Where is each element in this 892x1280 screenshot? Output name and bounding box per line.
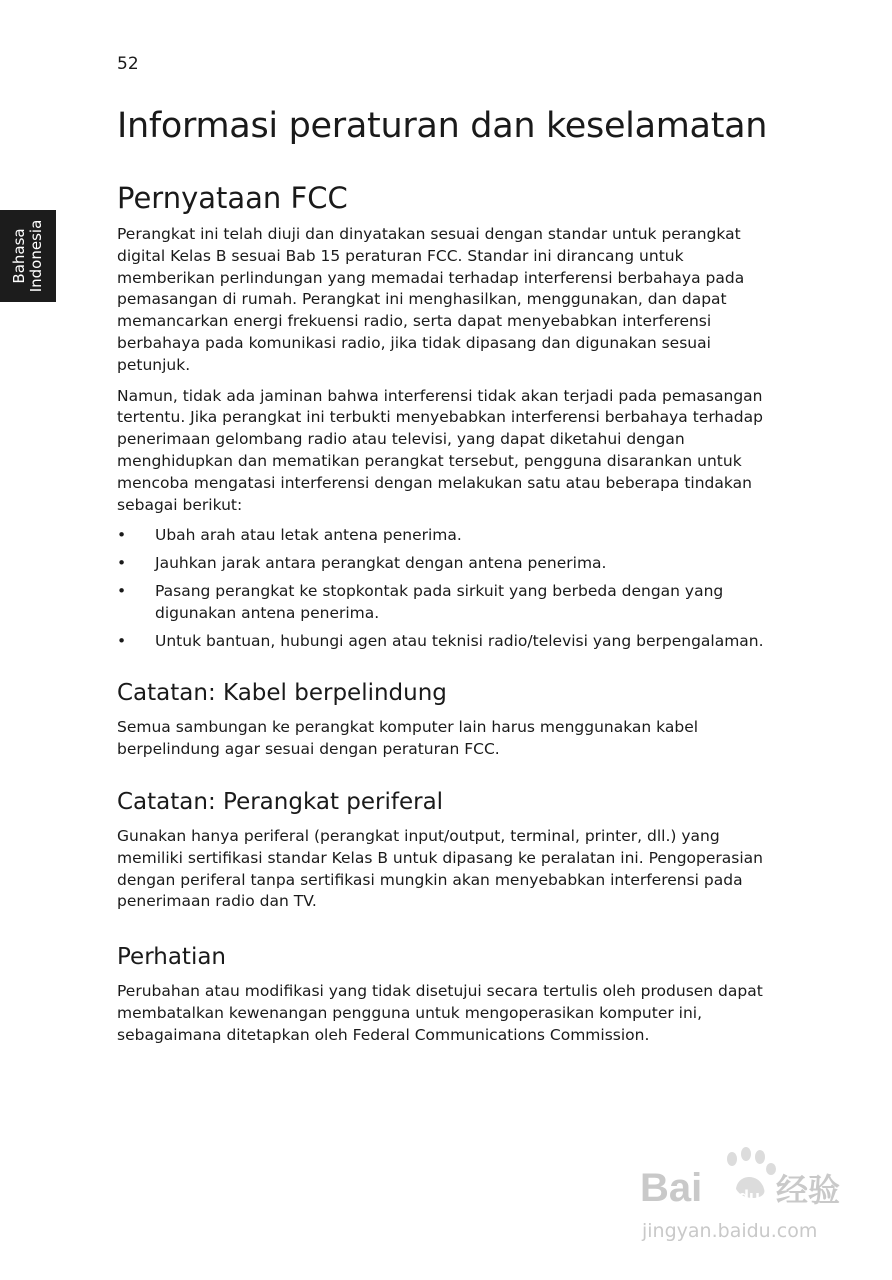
fcc-paragraph-1: Perangkat ini telah diuji dan dinyatakan sesuai dengan standar untuk perangkat digital Kelas B sesuai Bab 15 peraturan FCC. Standar ini dirancang untuk memberikan perlindungan yang memadai terhadap interferensi berbahaya pada pemasangan di rumah. Perangkat ini menghasilkan, menggunakan, dan dapat memancarkan energi frekuensi radio, serta dapat menyebabkan interferensi berbahaya pada komunikasi radio, jika tidak dipasang dan digunakan sesuai petunjuk.: [117, 225, 745, 374]
fcc-paragraph-2: Namun, tidak ada jaminan bahwa interferensi tidak akan terjadi pada pemasangan tertentu. Jika perangkat ini terbukti menyebabkan interferensi berbahaya terhadap penerimaan gelombang radio atau televisi, yang dapat diketahui dengan menghidupkan dan mematikan perangkat tersebut, pengguna disarankan untuk mencoba mengatasi interferensi dengan melakukan satu atau beberapa tindakan sebagai berikut:: [117, 386, 763, 514]
watermark-brand-cn: 经验: [776, 1171, 841, 1209]
list-item-text: Ubah arah atau letak antena penerima.: [155, 526, 462, 545]
page-number: 52: [117, 54, 139, 74]
list-item-text: Jauhkan jarak antara perangkat dengan antena penerima.: [155, 554, 607, 573]
section-caution: [117, 944, 767, 1046]
fcc-heading: Pernyataan FCC: [117, 181, 348, 215]
main-content: [117, 106, 767, 1056]
language-tab-line1: Bahasa: [10, 228, 28, 284]
list-item: [117, 553, 767, 575]
caution-heading: Perhatian: [117, 944, 227, 971]
list-item-text: Pasang perangkat ke stopkontak pada sirkuit yang berbeda dengan yang digunakan antena penerima.: [155, 581, 724, 622]
bullet-icon: •: [117, 581, 127, 600]
bullet-icon: •: [117, 554, 127, 573]
watermark-url: jingyan.baidu.com: [642, 1220, 818, 1242]
page-title: Informasi peraturan dan keselamatan: [117, 106, 768, 146]
shielded-cable-heading: Catatan: Kabel berpelindung: [117, 680, 447, 707]
watermark-brand-right: du: [738, 1187, 760, 1207]
peripheral-heading: Catatan: Perangkat periferal: [117, 788, 444, 815]
peripheral-paragraph: Gunakan hanya periferal (perangkat input/output, terminal, printer, dll.) yang memiliki sertifikasi standar Kelas B untuk dipasang ke peralatan ini. Pengoperasian dengan periferal tanpa sertifikasi mungkin akan menyebabkan interferensi pada penerimaan radio dan TV.: [117, 826, 763, 911]
language-tab: [0, 210, 56, 302]
list-item: [117, 631, 767, 653]
list-item: [117, 581, 767, 625]
bullet-icon: •: [117, 631, 127, 650]
language-tab-line2: Indonesia: [27, 219, 45, 293]
caution-paragraph: Perubahan atau modifikasi yang tidak disetujui secara tertulis oleh produsen dapat membatalkan kewenangan pengguna untuk mengoperasikan komputer ini, sebagaimana ditetapkan oleh Federal Communications Commission.: [117, 982, 763, 1044]
fcc-bullet-list: [117, 525, 767, 652]
list-item-text: Untuk bantuan, hubungi agen atau teknisi radio/televisi yang berpengalaman.: [155, 631, 764, 650]
baidu-watermark: [640, 1145, 850, 1250]
section-fcc: [117, 181, 767, 652]
watermark-brand-left: Bai: [640, 1166, 703, 1210]
section-shielded-cable: [117, 680, 767, 761]
shielded-cable-paragraph: Semua sambungan ke perangkat komputer lain harus menggunakan kabel berpelindung agar sesuai dengan peraturan FCC.: [117, 718, 699, 759]
list-item: [117, 525, 767, 547]
bullet-icon: •: [117, 526, 127, 545]
section-peripheral: [117, 789, 767, 913]
language-tab-label: [11, 220, 45, 293]
